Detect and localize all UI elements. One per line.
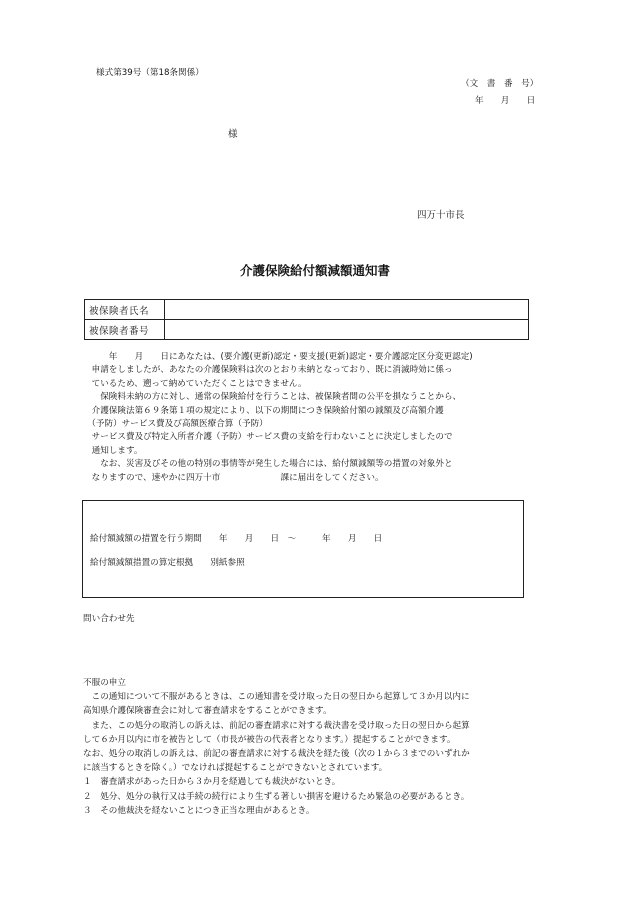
- form-number: 様式第39号（第18条関係）: [96, 68, 204, 78]
- body-line: 保険料未納の方に対し、通常の保険給付を行うことは、被保険者間の公平を損なうことから、: [83, 392, 462, 403]
- objection-line: 高知県介護保険審査会に対して審査請求をすることができます。: [83, 706, 332, 717]
- objection-heading: 不服の申立: [83, 678, 126, 688]
- objection-line: なお、処分の取消しの訴えは、前記の審査請求に対する裁決を経た後（次の１から３までのいずれか: [83, 749, 470, 760]
- objection-line: この通知について不服があるときは、この通知書を受け取った日の翌日から起算して３か月以内に: [83, 692, 470, 703]
- objection-line: １ 審査請求があった日から３か月を経過しても裁決がないとき。: [83, 777, 341, 788]
- period-label: 給付額減額の措置を行う期間: [90, 534, 202, 544]
- body-line: ているため、遡って納めていただくことはできません。: [83, 378, 307, 389]
- contact-label: 問い合わせ先: [83, 614, 135, 624]
- body-line: サービス費及び特定入所者介護（予防）サービス費の支給を行わないことに決定しましたので: [83, 432, 453, 443]
- objection-line: ３ その他裁決を経ないことにつき正当な理由があるとき。: [83, 805, 315, 816]
- objection-line: して６か月以内に市を被告として（市長が被告の代表者となります。）提起することができます。: [83, 734, 456, 745]
- objection-section: [83, 676, 470, 818]
- basis-row: [90, 557, 245, 570]
- document-number: （文 書 番 号）: [461, 79, 539, 89]
- body-line: 介護保険法第６９条第１項の規定により、以下の期間につき保険給付額の減額及び高額介護: [83, 405, 444, 416]
- body-line: 通知します。: [83, 445, 143, 456]
- body-line: 申請をしましたが、あなたの介護保険料は次のとおり未納となっており、既に消滅時効に係っ: [83, 365, 453, 376]
- table-row: [85, 320, 529, 340]
- body-line: （予防）サービス費及び高額医療合算（予防）: [83, 419, 268, 430]
- insured-name-field: [165, 300, 529, 320]
- insured-number-field: [165, 320, 529, 340]
- recipient-honorific: 様: [228, 129, 238, 140]
- objection-line: に該当するときを除く。）でなければ提起することができないとされています。: [83, 763, 388, 774]
- basis-value: 別紙参照: [193, 558, 245, 568]
- insured-number-label: 被保険者番号: [85, 320, 165, 340]
- body-line: なりますので、速やかに四万十市 課に届出をしてください。: [83, 472, 384, 483]
- insured-info-table: [84, 299, 529, 340]
- insured-name-label: 被保険者氏名: [85, 300, 165, 320]
- period-row: [90, 533, 382, 546]
- reduction-period-box: [82, 500, 524, 598]
- notice-body: [83, 351, 473, 485]
- basis-label: 給付額減額措置の算定根拠: [90, 558, 194, 568]
- period-value: 年 月 日 ～ 年 月 日: [201, 534, 383, 544]
- objection-line: また、この処分の取消しの訴えは、前記の審査請求に対する裁決書を受け取った日の翌日から起算: [83, 720, 470, 731]
- date-line: 年 月 日: [475, 96, 536, 106]
- document-title: 介護保険給付額減額通知書: [239, 263, 390, 278]
- objection-line: ２ 処分、処分の執行又は手続の続行により生ずる著しい損害を避けるため緊急の必要があるとき。: [83, 791, 470, 802]
- body-line: なお、災害及びその他の特別の事情等が発生した場合には、給付額減額等の措置の対象外と: [83, 459, 453, 470]
- body-line: 年 月 日にあなたは、(要介護(更新)認定・要支援(更新)認定・要介護認定区分変更認定): [83, 352, 473, 362]
- issuer: 四万十市長: [417, 210, 465, 221]
- table-row: [85, 300, 529, 320]
